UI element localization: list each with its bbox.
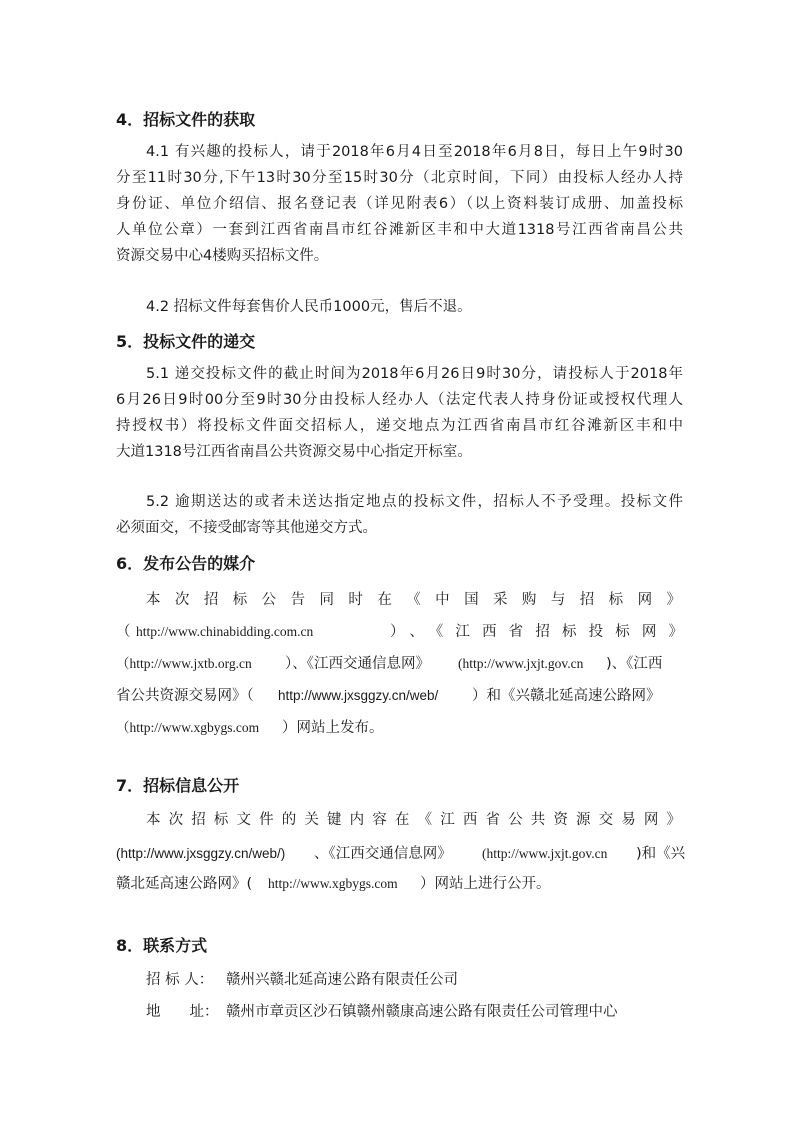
paragraph-4-1-line: 分至11时30分,下午13时30分至15时30分（北京时间，下同）由投标人经办人持 bbox=[116, 170, 683, 186]
disclosure-line: 、《江西交通信息网》 bbox=[314, 846, 452, 862]
paragraph-4-1-line: 4.1 有兴趣的投标人，请于2018年6月4日至2018年6月8日，每日上午9时30 bbox=[146, 144, 683, 160]
disclosure-line: 赣北延高速公路网》( bbox=[116, 876, 253, 892]
paragraph-5-1-line: 大道1318号江西省南昌公共资源交易中心指定开标室。 bbox=[116, 444, 472, 460]
paren: （ bbox=[116, 624, 131, 640]
section-heading-7: 7．招标信息公开 bbox=[116, 776, 240, 795]
url-jxtb: （http://www.jxtb.org.cn bbox=[116, 656, 252, 671]
contact-value: 赣州兴赣北延高速公路有限责任公司 bbox=[226, 972, 458, 988]
media-line: ）、《江西交通信息网》 bbox=[285, 656, 430, 672]
url-jxjt: (http://www.jxjt.gov.cn bbox=[458, 656, 584, 671]
paragraph-4-1-line: 身份证、单位介绍信、报名登记表（详见附表6）（以上资料装订成册、加盖投标 bbox=[116, 196, 683, 212]
paragraph-5-1-line: 持授权书）将投标文件面交招标人，递交地点为江西省南昌市红谷滩新区丰和中 bbox=[116, 418, 683, 434]
paragraph-4-1-line: 人单位公章）一套到江西省南昌市红谷滩新区丰和中大道1318号江西省南昌公共 bbox=[116, 222, 683, 238]
contact-value: 赣州市章贡区沙石镇赣州赣康高速公路有限责任公司管理中心 bbox=[226, 1004, 618, 1020]
url-chinabidding: http://www.chinabidding.com.cn bbox=[136, 624, 314, 639]
disclosure-line: 本次招标文件的关键内容在《江西省公共资源交易网》 bbox=[146, 812, 683, 828]
paragraph-5-1-line: 5.1 递交投标文件的截止时间为2018年6月26日9时30分，请投标人于2018年 bbox=[146, 366, 683, 382]
section-heading-5: 5．投标文件的递交 bbox=[116, 332, 256, 351]
media-line: 本次招标公告同时在《中国采购与招标网》 bbox=[146, 592, 683, 608]
url-jxsggzy: http://www.jxsggzy.cn/web/ bbox=[278, 688, 439, 703]
media-line: ）和《兴赣北延高速公路网》 bbox=[472, 688, 661, 704]
media-line: 省公共资源交易网》（ bbox=[116, 688, 254, 704]
media-line: ）、《江西省招标投标网》 bbox=[390, 624, 683, 640]
paragraph-5-2-line: 5.2 逾期送达的或者未送达指定地点的投标文件，招标人不予受理。投标文件 bbox=[146, 494, 683, 510]
disclosure-line: ）网站上进行公开。 bbox=[420, 876, 551, 892]
url-jxjt: (http://www.jxjt.gov.cn bbox=[482, 846, 608, 861]
disclosure-line: )和《兴 bbox=[636, 846, 686, 862]
url-jxsggzy: (http://www.jxsggzy.cn/web/) bbox=[116, 846, 286, 861]
contact-label: 地 址： bbox=[146, 1004, 219, 1020]
section-heading-4: 4．招标文件的获取 bbox=[116, 110, 256, 129]
paragraph-5-1-line: 6月26日9时00分至9时30分由投标人经办人（法定代表人持身份证或授权代理人 bbox=[116, 392, 683, 408]
url-xgbygs: （http://www.xgbygs.com bbox=[116, 720, 260, 735]
contact-label: 招 标 人： bbox=[146, 972, 214, 988]
paragraph-4-1-line: 资源交易中心4楼购买招标文件。 bbox=[116, 248, 329, 264]
paragraph-4-2: 4.2 招标文件每套售价人民币1000元，售后不退。 bbox=[146, 299, 472, 315]
section-heading-8: 8．联系方式 bbox=[116, 936, 208, 955]
paragraph-5-2-line: 必须面交，不接受邮寄等其他递交方式。 bbox=[116, 520, 377, 536]
section-heading-6: 6．发布公告的媒介 bbox=[116, 554, 256, 573]
media-line: )、《江西 bbox=[606, 656, 663, 672]
url-xgbygs: http://www.xgbygs.com bbox=[268, 876, 398, 891]
media-line: ）网站上发布。 bbox=[282, 720, 384, 736]
